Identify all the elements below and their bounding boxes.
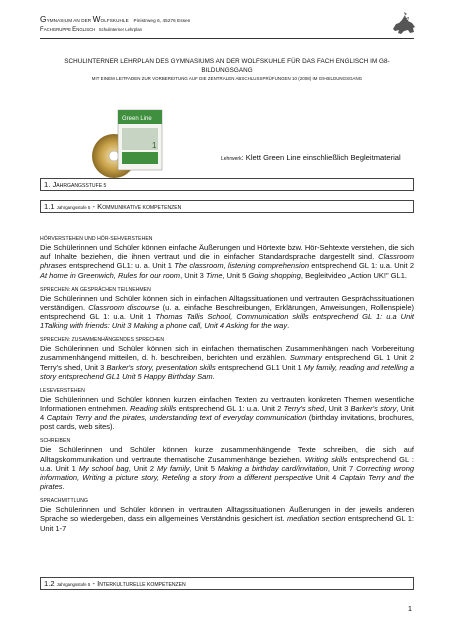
section-heading-1: 1. JAHRGANGSSTUFE 5 xyxy=(40,178,414,191)
header-rule xyxy=(40,38,414,39)
paragraph-sprechen-gespraeche: Die Schülerinnen und Schüler können sich in einfachen Alltagssituationen und vertrauten Gesprächssituationen verständigen. Classroom discourse (u. a. einfache Beschreibungen, Erklärungen, Anweisungen, Rollenspiele) entsprechend GL 1: u.a. Unit 1 Thomas Tallis School, Communication skills entsprechend GL 1: u.a Unit 1Talking with friends: Unit 3 Making a phone call, Unit 4 Asking for the way. xyxy=(40,293,414,331)
school-name: GYMNASIUM AN DER WOLFSKUHLE Pinistrweg 6, 45276 Essen xyxy=(40,14,191,24)
page-number: 1 xyxy=(407,604,412,613)
title-line-2: BILDUNGSGANG xyxy=(201,66,253,74)
paragraph-leseverstehen: Die Schülerinnen und Schüler können kurzen einfachen Texten zu vertrauten konkreten Themen wesentliche Informationen entnehmen. Reading skills entsprechend GL 1: u.a. Unit 2 Terry's shed, Unit 3 Barker's story, Unit 4 Captain Terry and the pirates, understanding text of everyday communication (birthday invitations, brochures, post cards, web sites). xyxy=(40,394,415,432)
document-title xyxy=(40,58,414,82)
heading-schreiben: SCHREIBEN xyxy=(40,438,71,445)
paragraph-zusammenhaengend: Die Schülerinnen und Schüler können sich in einfachen thematischen Zusammenhängen nach Vorbereitung zusammenhängend mitteilen, d. h. beschreiben, berichten und erzählen. Summary entsprechend GL 1 Unit 2 Terry's shed, Unit 3 Barker's story, presentation skills entsprechend GL1 Unit 1 My family, reading and retelling a story entsprechend GL1 Unit 5 Happy Birthday Sam. xyxy=(40,344,414,381)
paragraph-sprachmittlung: Die Schülerinnen und Schüler können in vertrauten Alltagssituationen Äußerungen in der jeweils anderen Sprache so wiedergeben, dass ein allgemeines Verständnis gesichert ist. mediation section entsprechend GL 1: Unit 1-7 xyxy=(40,505,415,533)
page-header xyxy=(40,14,370,33)
textbook-cd-image xyxy=(90,104,202,184)
department-line: FACHGRUPPE ENGLISCH Schulinterner Lehrplan xyxy=(40,26,142,33)
department-subtitle: Schulinterner Lehrplan xyxy=(98,27,142,32)
book-cover-title: Green Line xyxy=(122,116,152,122)
title-subtitle: MIT EINEM LEITFADEN ZUR VORBEREITUNG AUF DIE ZENTRALEN ABSCHLUSSPRÜFUNGEN 10 (2008) IM G9-BILDUNGSGANG xyxy=(91,76,363,82)
title-line-1: SCHULINTERNER LEHRPLAN DES GYMNASIUMS AN DER WOLFSKUHLE FÜR DAS FACH ENGLISCH IM G8- xyxy=(64,58,390,65)
lehrwerk-label: Lehrwerk xyxy=(221,156,242,162)
lehrwerk-line xyxy=(221,153,401,162)
section-heading-1-1: 1.1 Jahrgangsstufe 5 - KOMMUNIKATIVE KOMPETENZEN xyxy=(40,200,414,213)
lehrwerk-value: : Klett Green Line einschließlich Begleitmaterial xyxy=(241,153,401,162)
section-content xyxy=(40,236,414,540)
wolf-logo-icon xyxy=(390,9,418,37)
heading-zusammenhaengend: SPRECHEN: ZUSAMMENHÄNGENDES SPRECHEN xyxy=(40,337,165,344)
heading-leseverstehen: LESEVERSTEHEN xyxy=(40,387,85,394)
book-cover-number: 1 xyxy=(152,141,157,150)
paragraph-schreiben: Die Schülerinnen und Schüler können kurze zusammenhängende Texte schreiben, die sich auf Alltagskommunikation und vertraute thematische Zusammenhänge beziehen. Writing skills entsprechend GL : u.a. Unit 1 My school bag, Unit 2 My family, Unit 5 Making a birthday card/invitation, Unit 7 Correcting wrong information, Writing a picture story, Reteling a story from a different perspective Unit 4 Captain Terry and the pirates. xyxy=(40,445,415,492)
heading-sprachmittlung: SPRACHMITTLUNG xyxy=(40,498,88,505)
paragraph-hoerverstehen: Die Schülerinnen und Schüler können einfache Äußerungen und Hörtexte bzw. Hör-Sehtexte verstehen, die sich auf Inhalte beziehen, die ihnen vertraut und die in einfacher Standardsprache dargestellt sind. Classroom phrases entsprechend GL1: u. a. Unit 1 The classroom, listening comprehension entsprechend GL 1: u.a. Unit 2 At home in Greenwich, Rules for our room, Unit 3 Time, Unit 5 Going shopping, Begleitvideo „Action UK!" GL1. xyxy=(40,243,415,280)
heading-sprechen-gespraeche: SPRECHEN: AN GESPRÄCHEN TEILNEHMEN xyxy=(40,286,151,293)
school-address: Pinistrweg 6, 45276 Essen xyxy=(133,18,191,23)
section-heading-1-2: 1.2 Jahrgangsstufe 5 - INTERKULTURELLE KOMPETENZEN xyxy=(40,577,414,590)
heading-hoerverstehen: HÖRVERSTEHEN UND HÖR-SEHVERSTEHEN xyxy=(40,236,153,242)
